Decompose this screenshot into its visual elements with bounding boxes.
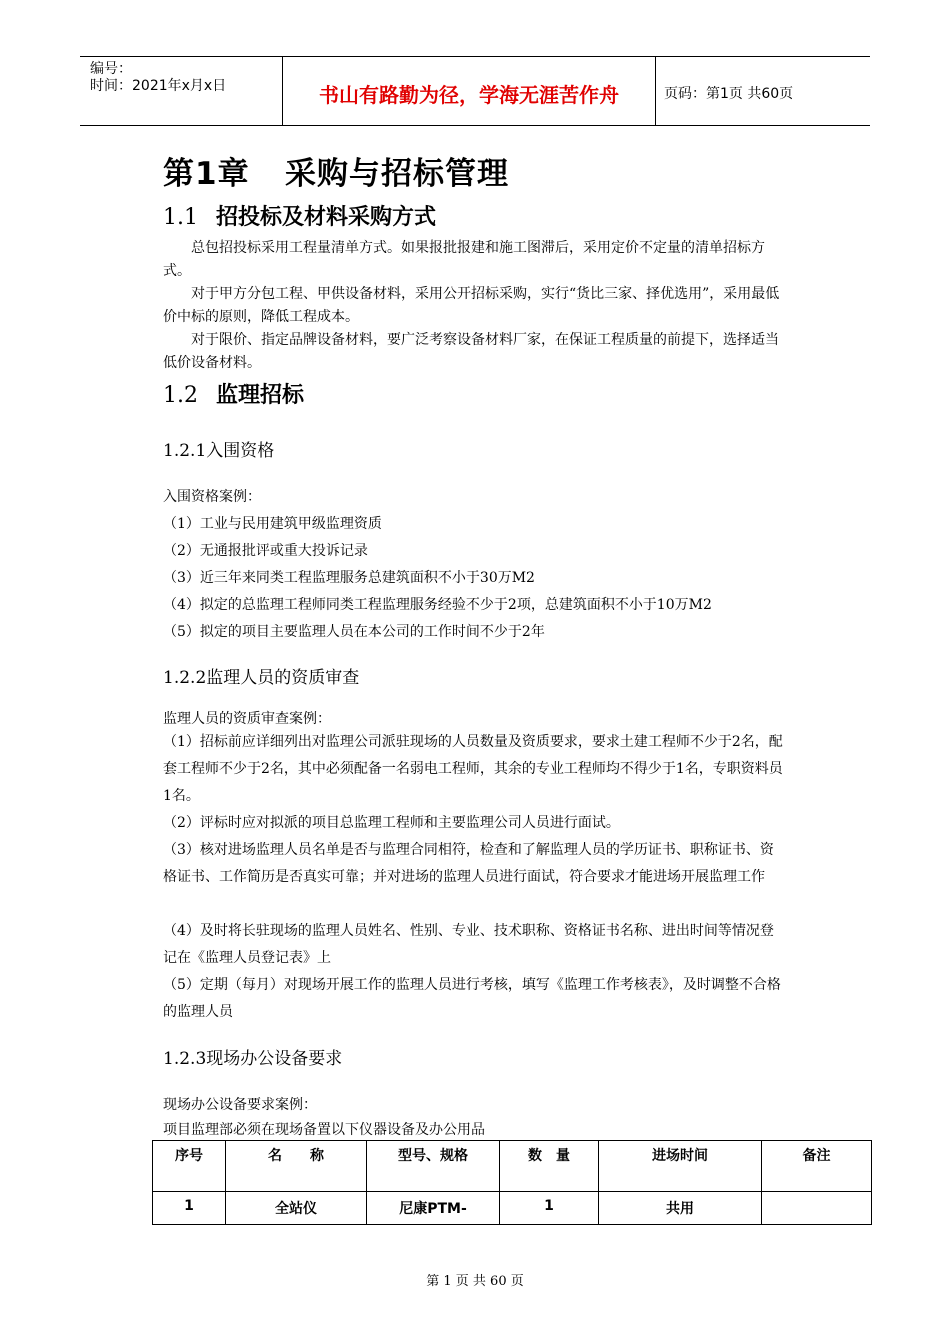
list-item: （4）拟定的总监理工程师同类工程监理服务经验不少于2项，总建筑面积不小于10万M2 <box>163 597 712 613</box>
page-footer: 第 1 页 共 60 页 <box>426 1274 524 1289</box>
equipment-table <box>152 1140 872 1225</box>
column-header: 数 量 <box>500 1141 599 1192</box>
list-item: （4）及时将长驻现场的监理人员姓名、性别、专业、技术职称、资格证书名称、进出时间等情况登记在《监理人员登记表》上 <box>163 923 774 966</box>
section-number: 1.2 <box>163 383 198 408</box>
column-header: 名 称 <box>226 1141 367 1192</box>
table-cell <box>762 1192 872 1225</box>
section-1-1-heading <box>163 200 436 231</box>
number-label: 编号： <box>90 61 132 77</box>
case-intro: 入围资格案例： <box>163 489 261 505</box>
subsection-1-2-2-heading: 1.2.2监理人员的资质审查 <box>163 668 360 688</box>
header-motto-cell <box>282 57 656 125</box>
table-cell: 1 <box>500 1192 599 1225</box>
table-header-row <box>153 1141 872 1192</box>
subsection-1-2-3-heading: 1.2.3现场办公设备要求 <box>163 1049 343 1069</box>
list-item: （2）无通报批评或重大投诉记录 <box>163 543 368 559</box>
table-caption: 项目监理部必须在现场备置以下仪器设备及办公用品 <box>163 1122 485 1138</box>
header-page-label: 页码：第1页 共60页 <box>664 86 794 102</box>
column-header: 备注 <box>762 1141 872 1192</box>
time-label: 时间：2021年x月x日 <box>90 78 227 94</box>
list-item: （2）评标时应对拟派的项目总监理工程师和主要监理公司人员进行面试。 <box>163 815 620 831</box>
paragraph: 对于甲方分包工程、甲供设备材料，采用公开招标采购，实行“货比三家、择优选用”，采用最低价中标的原则，降低工程成本。 <box>163 286 780 325</box>
table-cell: 1 <box>153 1192 226 1225</box>
section-title: 监理招标 <box>216 383 305 408</box>
table-cell: 尼康PTM- <box>367 1192 500 1225</box>
case-intro: 现场办公设备要求案例： <box>163 1097 317 1113</box>
paragraph: 对于限价、指定品牌设备材料，要广泛考察设备材料厂家，在保证工程质量的前提下，选择适当低价设备材料。 <box>163 332 779 371</box>
list-item: （1）工业与民用建筑甲级监理资质 <box>163 516 382 532</box>
section-1-2-heading <box>163 378 304 409</box>
list-item: （5）拟定的项目主要监理人员在本公司的工作时间不少于2年 <box>163 624 545 640</box>
table-cell: 全站仪 <box>226 1192 367 1225</box>
chapter-title <box>163 148 509 193</box>
section-title: 招投标及材料采购方式 <box>216 205 437 230</box>
column-header: 型号、规格 <box>367 1141 500 1192</box>
paragraph: 总包招投标采用工程量清单方式。如果报批报建和施工图滞后，采用定价不定量的清单招标方式。 <box>163 240 765 279</box>
section-number: 1.1 <box>163 205 198 230</box>
list-item: （3）近三年来同类工程监理服务总建筑面积不小于30万M2 <box>163 570 535 586</box>
chapter-name: 采购与招标管理 <box>284 156 509 192</box>
page-header <box>80 56 870 126</box>
header-motto: 书山有路勤为径，学海无涯苦作舟 <box>319 83 619 107</box>
case-intro: 监理人员的资质审查案例： <box>163 711 331 727</box>
list-item: （3）核对进场监理人员名单是否与监理合同相符，检查和了解监理人员的学历证书、职称证书、资格证书、工作简历是否真实可靠；并对进场的监理人员进行面试，符合要求才能进场开展监理工作 <box>163 842 774 885</box>
list-item: （5）定期（每月）对现场开展工作的监理人员进行考核，填写《监理工作考核表》，及时调整不合格的监理人员 <box>163 977 781 1020</box>
header-meta <box>90 61 226 95</box>
column-header: 序号 <box>153 1141 226 1192</box>
table-cell: 共用 <box>599 1192 762 1225</box>
chapter-number: 第1章 <box>163 156 250 192</box>
subsection-1-2-1-heading: 1.2.1入围资格 <box>163 441 275 461</box>
list-item: （1）招标前应详细列出对监理公司派驻现场的人员数量及资质要求，要求土建工程师不少于2名，配套工程师不少于2名，其中必须配备一名弱电工程师，其余的专业工程师均不得少于1名，专职资料员1名。 <box>163 734 783 804</box>
table-row <box>153 1192 872 1225</box>
column-header: 进场时间 <box>599 1141 762 1192</box>
